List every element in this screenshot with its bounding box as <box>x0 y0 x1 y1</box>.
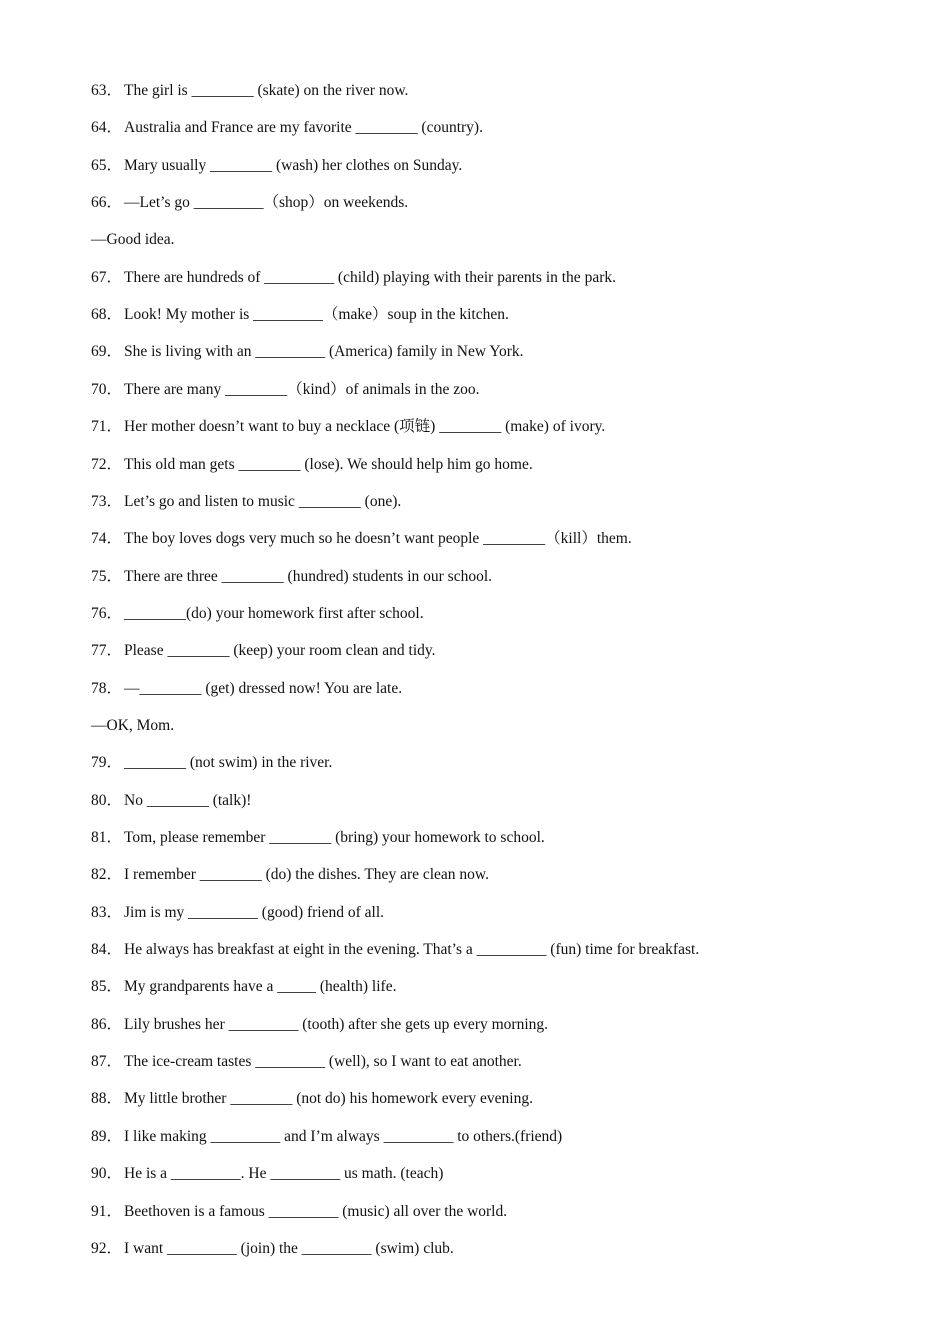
item-number: 81． <box>91 829 123 846</box>
exercise-item <box>91 826 545 850</box>
exercise-item <box>91 565 492 589</box>
exercise-item <box>91 453 533 477</box>
item-number: 70． <box>91 380 123 398</box>
item-text: —Let’s go _________（shop）on weekends. <box>124 194 409 212</box>
item-number: 64． <box>91 119 123 137</box>
item-number: 90． <box>91 1165 123 1183</box>
exercise-item <box>91 303 509 327</box>
item-number: 68． <box>91 306 123 324</box>
dialogue-response-line <box>91 228 175 252</box>
item-text: There are three ________ (hundred) students in our school. <box>124 567 493 585</box>
exercise-item <box>91 154 462 178</box>
item-number: 76． <box>91 604 123 622</box>
item-number: 75． <box>91 567 123 585</box>
exercise-item <box>91 1162 443 1186</box>
exercise-item <box>91 79 408 103</box>
item-text: I want _________ (join) the _________ (swim) club. <box>124 1239 454 1257</box>
item-text: —________ (get) dressed now! You are late. <box>124 679 403 697</box>
item-text: Australia and France are my favorite ________ (country). <box>124 119 483 137</box>
item-text: The girl is ________ (skate) on the river now. <box>124 82 409 99</box>
item-text: Beethoven is a famous _________ (music) all over the world. <box>124 1202 508 1220</box>
item-number: 91． <box>91 1202 123 1220</box>
item-number: 86． <box>91 1015 123 1033</box>
item-number: 83． <box>91 903 123 921</box>
exercise-item <box>91 1050 522 1074</box>
exercise-item <box>91 1087 533 1111</box>
item-number: 88． <box>91 1090 123 1108</box>
item-number: 69． <box>91 343 123 361</box>
item-number: 72． <box>91 455 123 473</box>
item-text: The boy loves dogs very much so he doesn’t want people ________（kill）them. <box>124 530 632 548</box>
item-text: She is living with an _________ (America) family in New York. <box>124 343 524 361</box>
item-text: This old man gets ________ (lose). We should help him go home. <box>124 455 533 473</box>
item-number: 82． <box>91 866 123 884</box>
item-text: He is a _________. He _________ us math. (teach) <box>124 1165 444 1183</box>
item-text: No ________ (talk)! <box>124 791 252 809</box>
exercise-item <box>91 789 251 813</box>
item-text: ________(do) your homework first after school. <box>124 604 424 622</box>
exercise-item <box>91 602 424 626</box>
exercise-item <box>91 378 480 402</box>
item-text: Look! My mother is _________（make）soup in the kitchen. <box>124 306 509 324</box>
item-number: 78． <box>91 679 123 697</box>
exercise-item <box>91 975 396 999</box>
item-number: 79． <box>91 754 123 772</box>
exercise-item <box>91 116 483 140</box>
item-number: 77． <box>91 642 123 660</box>
item-text: Lily brushes her _________ (tooth) after she gets up every morning. <box>124 1015 549 1033</box>
item-number: 85． <box>91 978 123 996</box>
exercise-item <box>91 415 605 439</box>
item-text: Mary usually ________ (wash) her clothes on Sunday. <box>124 156 463 174</box>
exercise-item <box>91 751 332 775</box>
item-number: 66． <box>91 194 123 212</box>
item-number: 89． <box>91 1127 123 1145</box>
item-text: Jim is my _________ (good) friend of all. <box>124 903 385 921</box>
exercise-item <box>91 639 436 663</box>
item-text: —OK, Mom. <box>91 716 175 734</box>
exercise-item <box>91 1200 507 1224</box>
exercise-item <box>91 340 524 364</box>
exercise-item <box>91 490 401 514</box>
item-text: The ice-cream tastes _________ (well), so I want to eat another. <box>124 1053 522 1071</box>
item-text: There are hundreds of _________ (child) playing with their parents in the park. <box>124 268 616 286</box>
item-text: ________ (not swim) in the river. <box>124 754 333 772</box>
item-text: Let’s go and listen to music ________ (one). <box>124 492 402 510</box>
item-number: 80． <box>91 791 123 809</box>
item-text: My little brother ________ (not do) his homework every evening. <box>124 1090 533 1108</box>
item-number: 65． <box>91 156 123 174</box>
item-text: —Good idea. <box>91 231 175 249</box>
item-number: 73． <box>91 492 123 510</box>
item-text: I remember ________ (do) the dishes. They are clean now. <box>124 866 489 884</box>
exercise-item <box>91 863 489 887</box>
item-text: He always has breakfast at eight in the evening. That’s a _________ (fun) time for breakfast. <box>124 941 700 959</box>
exercise-item <box>91 1013 548 1037</box>
exercise-item <box>91 1237 454 1261</box>
item-text: My grandparents have a _____ (health) life. <box>124 978 397 996</box>
item-number: 84． <box>91 941 123 959</box>
item-text: Her mother doesn’t want to buy a necklace (项链) ________ (make) of ivory. <box>124 418 606 436</box>
item-number: 67． <box>91 268 123 286</box>
item-text: There are many ________（kind）of animals in the zoo. <box>124 380 480 398</box>
exercise-item <box>91 938 699 962</box>
item-text: Tom, please remember ________ (bring) your homework to school. <box>124 829 545 846</box>
dialogue-response-line <box>91 714 174 738</box>
item-number: 92． <box>91 1239 123 1257</box>
exercise-item <box>91 527 632 551</box>
exercise-item <box>91 266 616 290</box>
item-number: 74． <box>91 530 123 548</box>
item-number: 71． <box>91 418 123 436</box>
item-number: 87． <box>91 1053 123 1071</box>
exercise-item <box>91 677 402 701</box>
exercise-item <box>91 901 384 925</box>
exercise-item <box>91 191 408 215</box>
item-number: 63． <box>91 82 123 99</box>
item-text: I like making _________ and I’m always _________ to others.(friend) <box>124 1127 563 1145</box>
exercise-item <box>91 1125 562 1149</box>
item-text: Please ________ (keep) your room clean and tidy. <box>124 642 436 660</box>
